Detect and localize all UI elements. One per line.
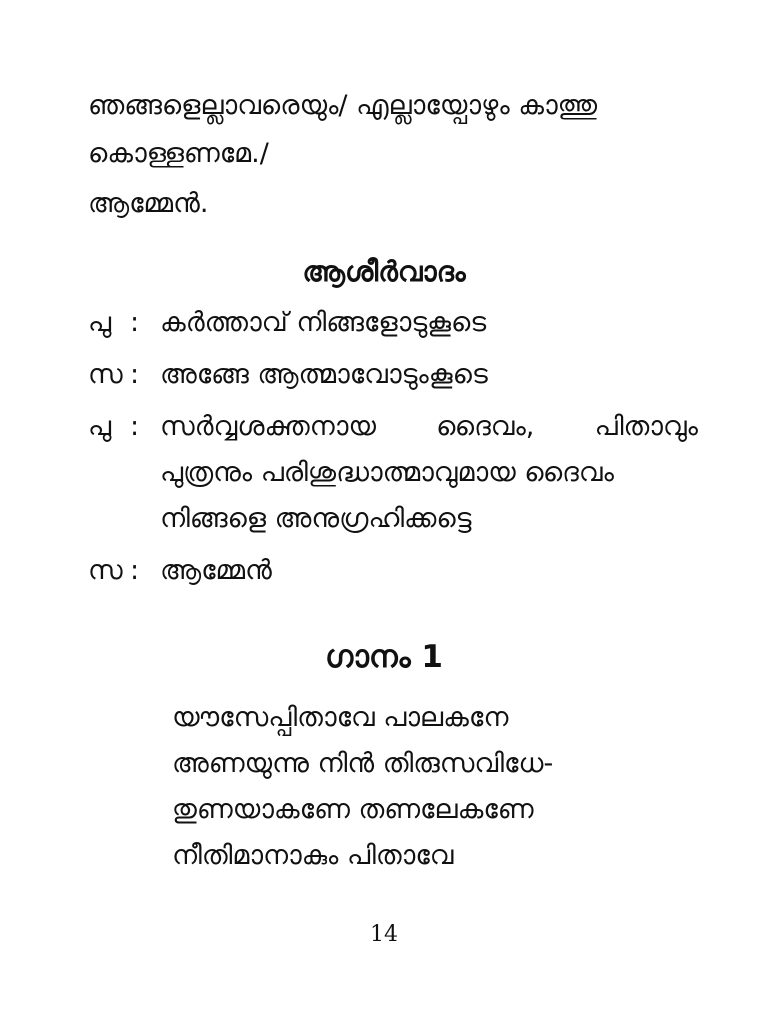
intro-paragraph <box>88 82 688 178</box>
blessing-dialogue <box>88 300 698 594</box>
hymn-verse <box>172 695 692 879</box>
dialogue-text-line: ആമ്മേൻ <box>160 555 272 586</box>
speaker-label: പു <box>88 411 112 442</box>
dialogue-text-line: പുത്രനും പരിശുദ്ധാത്മാവുമായ ദൈവം <box>160 457 614 488</box>
dialogue-line <box>88 548 698 594</box>
hymn-line: തുണയാകണേ തണലേകണേ <box>172 794 534 825</box>
hymn-line: അണയുന്നു നിൻ തിരുസവിധേ- <box>172 748 554 779</box>
speaker-colon: : <box>130 359 140 390</box>
intro-line-2: കൊള്ളണമേ./ <box>88 138 269 169</box>
page-number: 14 <box>370 922 398 947</box>
dialogue-text <box>160 300 698 346</box>
speaker-label: പു <box>88 307 112 338</box>
dialogue-text-line: സർവ്വശക്തനായ ദൈവം, പിതാവും <box>160 411 698 442</box>
dialogue-line <box>88 352 698 398</box>
dialogue-text <box>160 548 698 594</box>
intro-line-1: ഞങ്ങളെല്ലാവരെയും/ എല്ലായ്പോഴും കാത്തു <box>88 90 598 121</box>
dialogue-text-line: നിങ്ങളെ അനുഗ്രഹിക്കട്ടെ <box>160 503 472 534</box>
dialogue-line <box>88 404 698 542</box>
blessing-title: ആശീർവാദം <box>302 255 466 288</box>
speaker-colon: : <box>130 307 140 338</box>
hymn-line: നീതിമാനാകും പിതാവേ <box>172 840 454 871</box>
speaker-colon: : <box>130 411 140 442</box>
dialogue-line <box>88 300 698 346</box>
dialogue-text <box>160 404 698 542</box>
dialogue-text-line: കർത്താവ് നിങ്ങളോടുകൂടെ <box>160 307 487 338</box>
hymn-title: ഗാനം 1 <box>324 639 443 675</box>
dialogue-text-line: അങ്ങേ ആത്മാവോടുംകൂടെ <box>160 359 488 390</box>
intro-amen: ആമ്മേൻ. <box>88 188 209 219</box>
dialogue-text <box>160 352 698 398</box>
speaker-label: സ <box>88 555 123 586</box>
speaker-colon: : <box>130 555 140 586</box>
hymn-line: യൗസേപ്പിതാവേ പാലകനേ <box>172 702 509 733</box>
speaker-label: സ <box>88 359 123 390</box>
